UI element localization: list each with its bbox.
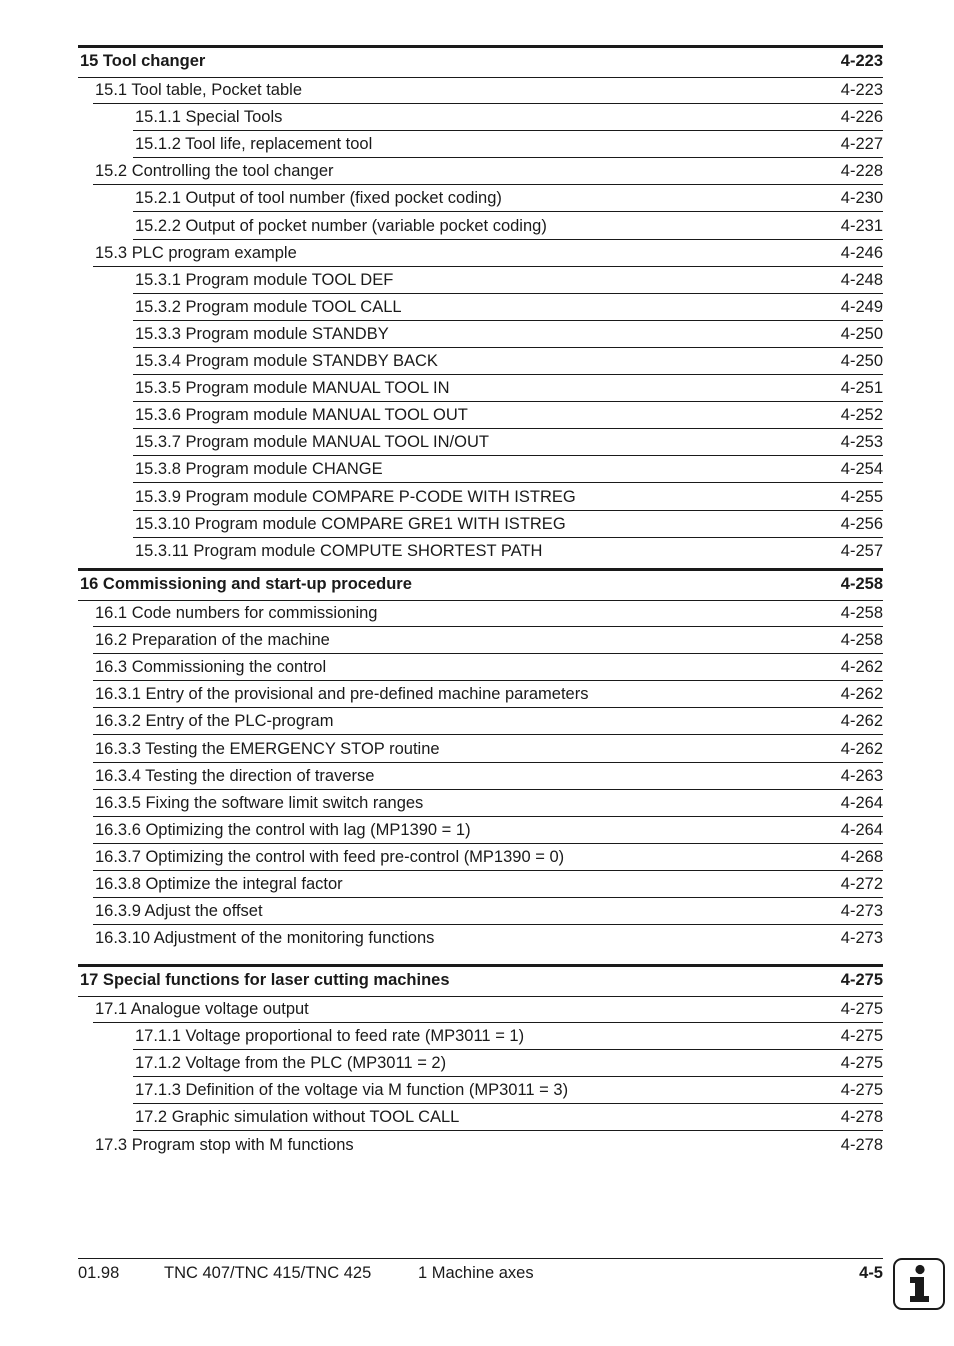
toc-entry[interactable]	[93, 737, 883, 763]
toc-entry-page: 4-258	[840, 631, 883, 650]
toc-entry[interactable]	[93, 159, 883, 185]
toc-entry[interactable]	[133, 457, 883, 483]
toc-entry[interactable]	[93, 709, 883, 735]
toc-entry[interactable]	[93, 78, 883, 104]
toc-entry-page: 4-252	[840, 406, 883, 425]
toc-entry-page: 4-275	[840, 1027, 883, 1046]
footer-page-number: 4-5	[859, 1264, 883, 1282]
footer-date: 01.98	[78, 1264, 120, 1282]
toc-entry[interactable]	[93, 899, 883, 925]
toc-entry-page: 4-264	[840, 793, 883, 812]
toc-entry[interactable]	[93, 926, 883, 952]
toc-entry-title: 16.3.1 Entry of the provisional and pre-defined machine parameters	[95, 685, 589, 704]
toc-entry-page: 4-278	[840, 1108, 883, 1127]
toc-entry[interactable]	[133, 512, 883, 538]
chapter-heading[interactable]	[78, 568, 883, 601]
toc-entry-page: 4-246	[840, 243, 883, 262]
toc-entry-title: 15.2.1 Output of tool number (fixed pocket coding)	[135, 189, 502, 208]
toc-entry[interactable]	[93, 241, 883, 267]
toc-entry-title: 15.3.6 Program module MANUAL TOOL OUT	[135, 406, 468, 425]
toc-entry-title: 16.3.10 Adjustment of the monitoring functions	[95, 929, 435, 948]
toc-entry-page: 4-248	[840, 270, 883, 289]
toc-entry[interactable]	[133, 186, 883, 212]
toc-entry[interactable]	[133, 295, 883, 321]
toc-entry[interactable]	[93, 997, 883, 1023]
toc-entry[interactable]	[93, 1133, 883, 1159]
chapter-heading[interactable]	[78, 45, 883, 78]
toc-entry-page: 4-227	[840, 135, 883, 154]
toc-entry-page: 4-223	[840, 81, 883, 99]
toc-entry[interactable]	[93, 628, 883, 654]
toc-entry-page: 4-275	[840, 1081, 883, 1100]
info-i-icon[interactable]	[893, 1258, 945, 1310]
toc-entry[interactable]	[93, 764, 883, 790]
chapter-page: 4-223	[840, 52, 883, 70]
toc-entry[interactable]	[93, 872, 883, 898]
toc-entry-title: 17.1.3 Definition of the voltage via M function (MP3011 = 3)	[135, 1081, 569, 1100]
toc-entry[interactable]	[133, 485, 883, 511]
toc-entry-page: 4-264	[840, 820, 883, 839]
toc-entry-title: 15.3.8 Program module CHANGE	[135, 460, 383, 479]
chapter-title: 17 Special functions for laser cutting machines	[80, 971, 450, 989]
toc-entry-title: 16.1 Code numbers for commissioning	[95, 604, 378, 622]
toc-entry-title: 17.1.2 Voltage from the PLC (MP3011 = 2)	[135, 1054, 447, 1073]
toc-entry[interactable]	[133, 403, 883, 429]
toc-entry-title: 16.3.3 Testing the EMERGENCY STOP routine	[95, 739, 440, 758]
toc-entry-title: 15.3.11 Program module COMPUTE SHORTEST PATH	[135, 541, 543, 560]
toc-entry-title: 17.1 Analogue voltage output	[95, 1000, 309, 1018]
toc-entry-page: 4-230	[840, 189, 883, 208]
toc-entry-page: 4-249	[840, 297, 883, 316]
toc-entry-title: 16.3.6 Optimizing the control with lag (MP1390 = 1)	[95, 820, 471, 839]
toc-entry-page: 4-231	[840, 216, 883, 235]
footer-section: 1 Machine axes	[418, 1264, 534, 1282]
toc-entry-title: 15.3.9 Program module COMPARE P-CODE WITH ISTREG	[135, 487, 576, 506]
chapter-page: 4-258	[840, 575, 883, 593]
toc-entry[interactable]	[93, 791, 883, 817]
toc-entry-page: 4-262	[840, 712, 883, 731]
toc-entry-page: 4-275	[840, 1054, 883, 1073]
toc-entry[interactable]	[133, 430, 883, 456]
toc-entry[interactable]	[133, 1024, 883, 1050]
chapter-title: 15 Tool changer	[80, 52, 206, 70]
toc-entry-page: 4-253	[840, 433, 883, 452]
toc-entry-title: 16.3.5 Fixing the software limit switch ranges	[95, 793, 424, 812]
chapter-title: 16 Commissioning and start-up procedure	[80, 575, 412, 593]
toc-entry[interactable]	[133, 539, 883, 565]
toc-entry-title: 15.3.7 Program module MANUAL TOOL IN/OUT	[135, 433, 489, 452]
toc-entry[interactable]	[133, 376, 883, 402]
toc-entry-title: 16.3.2 Entry of the PLC-program	[95, 712, 334, 731]
footer-product: TNC 407/TNC 415/TNC 425	[164, 1264, 372, 1282]
toc-entry-title: 16.3.9 Adjust the offset	[95, 902, 263, 921]
toc-entry-page: 4-262	[840, 658, 883, 677]
toc-entry-page: 4-262	[840, 739, 883, 758]
toc-entry-page: 4-257	[840, 541, 883, 560]
toc-entry-page: 4-275	[840, 1000, 883, 1018]
toc-entry-page: 4-272	[840, 875, 883, 893]
toc-entry[interactable]	[133, 349, 883, 375]
toc-entry-page: 4-226	[840, 108, 883, 127]
toc-entry[interactable]	[133, 132, 883, 158]
toc-entry-page: 4-268	[840, 847, 883, 866]
toc-entry-page: 4-250	[840, 352, 883, 370]
toc-entry-title: 15.2 Controlling the tool changer	[95, 162, 334, 181]
toc-entry[interactable]	[133, 1051, 883, 1077]
toc-entry-title: 15.3.1 Program module TOOL DEF	[135, 270, 394, 289]
toc-entry[interactable]	[93, 682, 883, 708]
toc-entry[interactable]	[93, 845, 883, 871]
chapter-heading[interactable]	[78, 964, 883, 997]
toc-entry[interactable]	[93, 601, 883, 627]
toc-entry-page: 4-228	[840, 162, 883, 181]
toc-entry-title: 15.1.1 Special Tools	[135, 108, 283, 127]
toc-entry-title: 16.3.4 Testing the direction of traverse	[95, 766, 375, 785]
toc-entry-page: 4-273	[840, 902, 883, 921]
toc-entry-title: 17.1.1 Voltage proportional to feed rate (MP3011 = 1)	[135, 1027, 525, 1046]
toc-entry-page: 4-258	[840, 604, 883, 622]
toc-entry-title: 16.2 Preparation of the machine	[95, 631, 330, 650]
toc-entry-title: 16.3 Commissioning the control	[95, 658, 327, 677]
toc-entry-title: 16.3.7 Optimizing the control with feed pre-control (MP1390 = 0)	[95, 847, 565, 866]
toc-entry-page: 4-251	[840, 379, 883, 398]
toc-entry-title: 15.2.2 Output of pocket number (variable pocket coding)	[135, 216, 547, 235]
toc-entry-title: 16.3.8 Optimize the integral factor	[95, 875, 343, 893]
toc-entry-title: 17.3 Program stop with M functions	[95, 1135, 354, 1154]
toc-entry-title: 15.3.2 Program module TOOL CALL	[135, 297, 402, 316]
toc-entry-page: 4-256	[840, 514, 883, 533]
toc-entry-page: 4-263	[840, 766, 883, 785]
toc-entry[interactable]	[133, 268, 883, 294]
toc-entry-title: 15.3 PLC program example	[95, 243, 297, 262]
toc-entry-page: 4-250	[840, 324, 883, 343]
chapter-page: 4-275	[840, 971, 883, 989]
toc-entry-title: 15.1.2 Tool life, replacement tool	[135, 135, 373, 154]
toc-entry-title: 17.2 Graphic simulation without TOOL CALL	[135, 1108, 460, 1127]
toc-entry-title: 15.3.10 Program module COMPARE GRE1 WITH ISTREG	[135, 514, 566, 533]
info-i-glyph	[895, 1260, 943, 1308]
toc-entry[interactable]	[93, 818, 883, 844]
toc-entry-title: 15.3.5 Program module MANUAL TOOL IN	[135, 379, 450, 398]
toc-entry-page: 4-273	[840, 929, 883, 948]
page-footer	[78, 1258, 883, 1289]
toc-entry-title: 15.3.4 Program module STANDBY BACK	[135, 352, 438, 370]
toc-entry-title: 15.1 Tool table, Pocket table	[95, 81, 303, 99]
toc-entry[interactable]	[133, 322, 883, 348]
toc-entry[interactable]	[133, 214, 883, 240]
toc-entry-page: 4-255	[840, 487, 883, 506]
toc-entry[interactable]	[133, 105, 883, 131]
toc-entry-page: 4-254	[840, 460, 883, 479]
toc-entry-page: 4-262	[840, 685, 883, 704]
toc-entry-page: 4-278	[840, 1135, 883, 1154]
toc-entry[interactable]	[93, 655, 883, 681]
toc-entry[interactable]	[133, 1078, 883, 1104]
toc-entry[interactable]	[133, 1105, 883, 1131]
toc-entry-title: 15.3.3 Program module STANDBY	[135, 324, 389, 343]
